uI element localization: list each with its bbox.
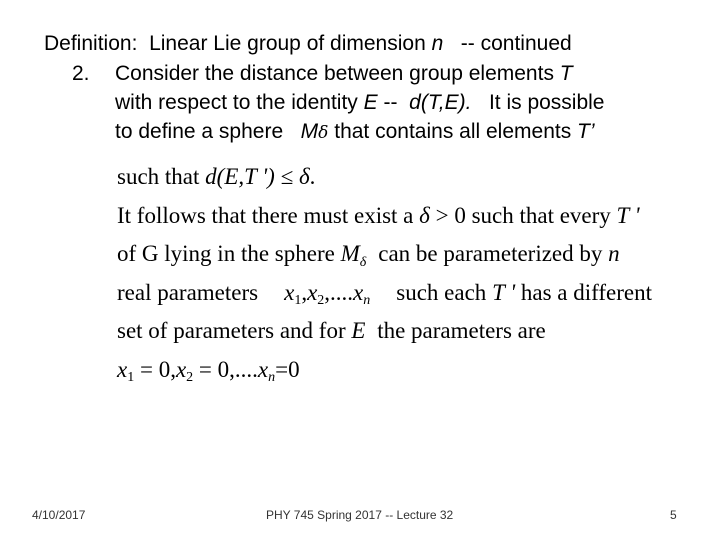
- item-line3-delta: δ: [318, 123, 329, 143]
- math-row4-xn: x: [353, 279, 364, 305]
- math-row4-Tprime: T ': [492, 279, 516, 305]
- math-row3-text2: can be parameterized by: [378, 241, 603, 266]
- item-line-2: [72, 88, 605, 117]
- math-row1-delta: δ: [298, 164, 310, 189]
- item-line-3: [72, 117, 605, 148]
- item-line2-text: with respect to the identity: [115, 91, 364, 114]
- math-row-2: [117, 197, 717, 236]
- math-row6-eq0b: = 0,....: [198, 356, 258, 382]
- math-row-3: [117, 235, 717, 274]
- math-row2-delta: δ: [419, 202, 430, 228]
- math-row1-args: (E,T ') ≤: [216, 164, 299, 189]
- heading-colon: :: [131, 32, 138, 55]
- math-row4-text1: real parameters: [117, 279, 259, 305]
- math-row2-Tprime: T ': [616, 202, 640, 228]
- math-row6-x2-sub: 2: [186, 369, 194, 385]
- definition-label: Definition: [44, 32, 132, 55]
- math-row4-x2: x: [307, 279, 318, 305]
- footer-course: PHY 745 Spring 2017 -- Lecture 32: [266, 508, 454, 522]
- item-line1-text: Consider the distance between group elements: [115, 62, 560, 85]
- math-row1-period: .: [309, 164, 316, 189]
- heading-n-symbol: n: [431, 32, 444, 55]
- footer-page-number: 5: [670, 508, 677, 522]
- math-row3-M: M: [340, 241, 360, 266]
- item-line3-suffix: that contains all elements: [334, 120, 578, 143]
- math-row4-xn-sub: n: [363, 292, 371, 308]
- item-number: 2.: [72, 62, 90, 85]
- math-row4-text3: has a different: [520, 279, 652, 305]
- math-row3-text1: of G lying in the sphere: [117, 241, 335, 266]
- math-row6-eq0c: =0: [275, 356, 300, 382]
- math-row2-gt0: > 0 such that every: [435, 202, 611, 228]
- math-row6-x2: x: [175, 356, 187, 382]
- item-line2-E: E: [363, 91, 378, 114]
- item-line2-dash: --: [383, 91, 398, 114]
- item-line3-M: M: [300, 120, 319, 143]
- math-row4-x2-sub: 2: [317, 292, 325, 308]
- math-row1-d: d: [205, 164, 217, 189]
- heading-text: Linear Lie group of dimension: [149, 32, 432, 55]
- math-row-5: [117, 312, 717, 351]
- math-row5-text2: the parameters are: [377, 318, 546, 343]
- item-line3-text: to define a sphere: [115, 120, 284, 143]
- math-row6-xn-sub: n: [268, 369, 276, 385]
- math-row-4: real parameters $x_1,x_2,....x_n$ such each T ' has a different: [117, 279, 652, 308]
- math-row5-text1: set of parameters and for: [117, 318, 346, 343]
- math-row6-x1-sub: 1: [127, 369, 135, 385]
- math-row5-E: E: [351, 318, 366, 343]
- item-line3-Tprime: T’: [577, 120, 595, 143]
- math-row4-x1: x: [284, 279, 295, 305]
- item-line-1: [72, 59, 605, 88]
- math-row6-x1: x: [117, 356, 128, 382]
- math-row4-x1-sub: 1: [294, 292, 302, 308]
- math-row-1: [117, 158, 717, 197]
- item-line2-d: d(T,E).: [409, 91, 472, 114]
- item-line2-suffix: It is possible: [488, 91, 605, 114]
- math-row3-n: n: [608, 241, 620, 266]
- math-block: [117, 158, 717, 389]
- math-row-6: [117, 351, 717, 390]
- item-line1-T: T: [559, 62, 573, 85]
- math-row1-text: such that: [117, 164, 200, 189]
- math-row3-Msub: δ: [359, 255, 367, 270]
- footer-date: 4/10/2017: [32, 508, 86, 522]
- math-row6-xn: x: [257, 356, 269, 382]
- math-row6-eq0: = 0,: [139, 356, 176, 382]
- slide-heading: [44, 30, 572, 58]
- heading-continued: -- continued: [460, 32, 572, 55]
- math-row4-dots: ,....: [324, 279, 354, 305]
- numbered-item: [72, 59, 605, 148]
- math-row4-text2: such each: [396, 279, 487, 305]
- math-row2-text: It follows that there must exist a: [117, 202, 414, 228]
